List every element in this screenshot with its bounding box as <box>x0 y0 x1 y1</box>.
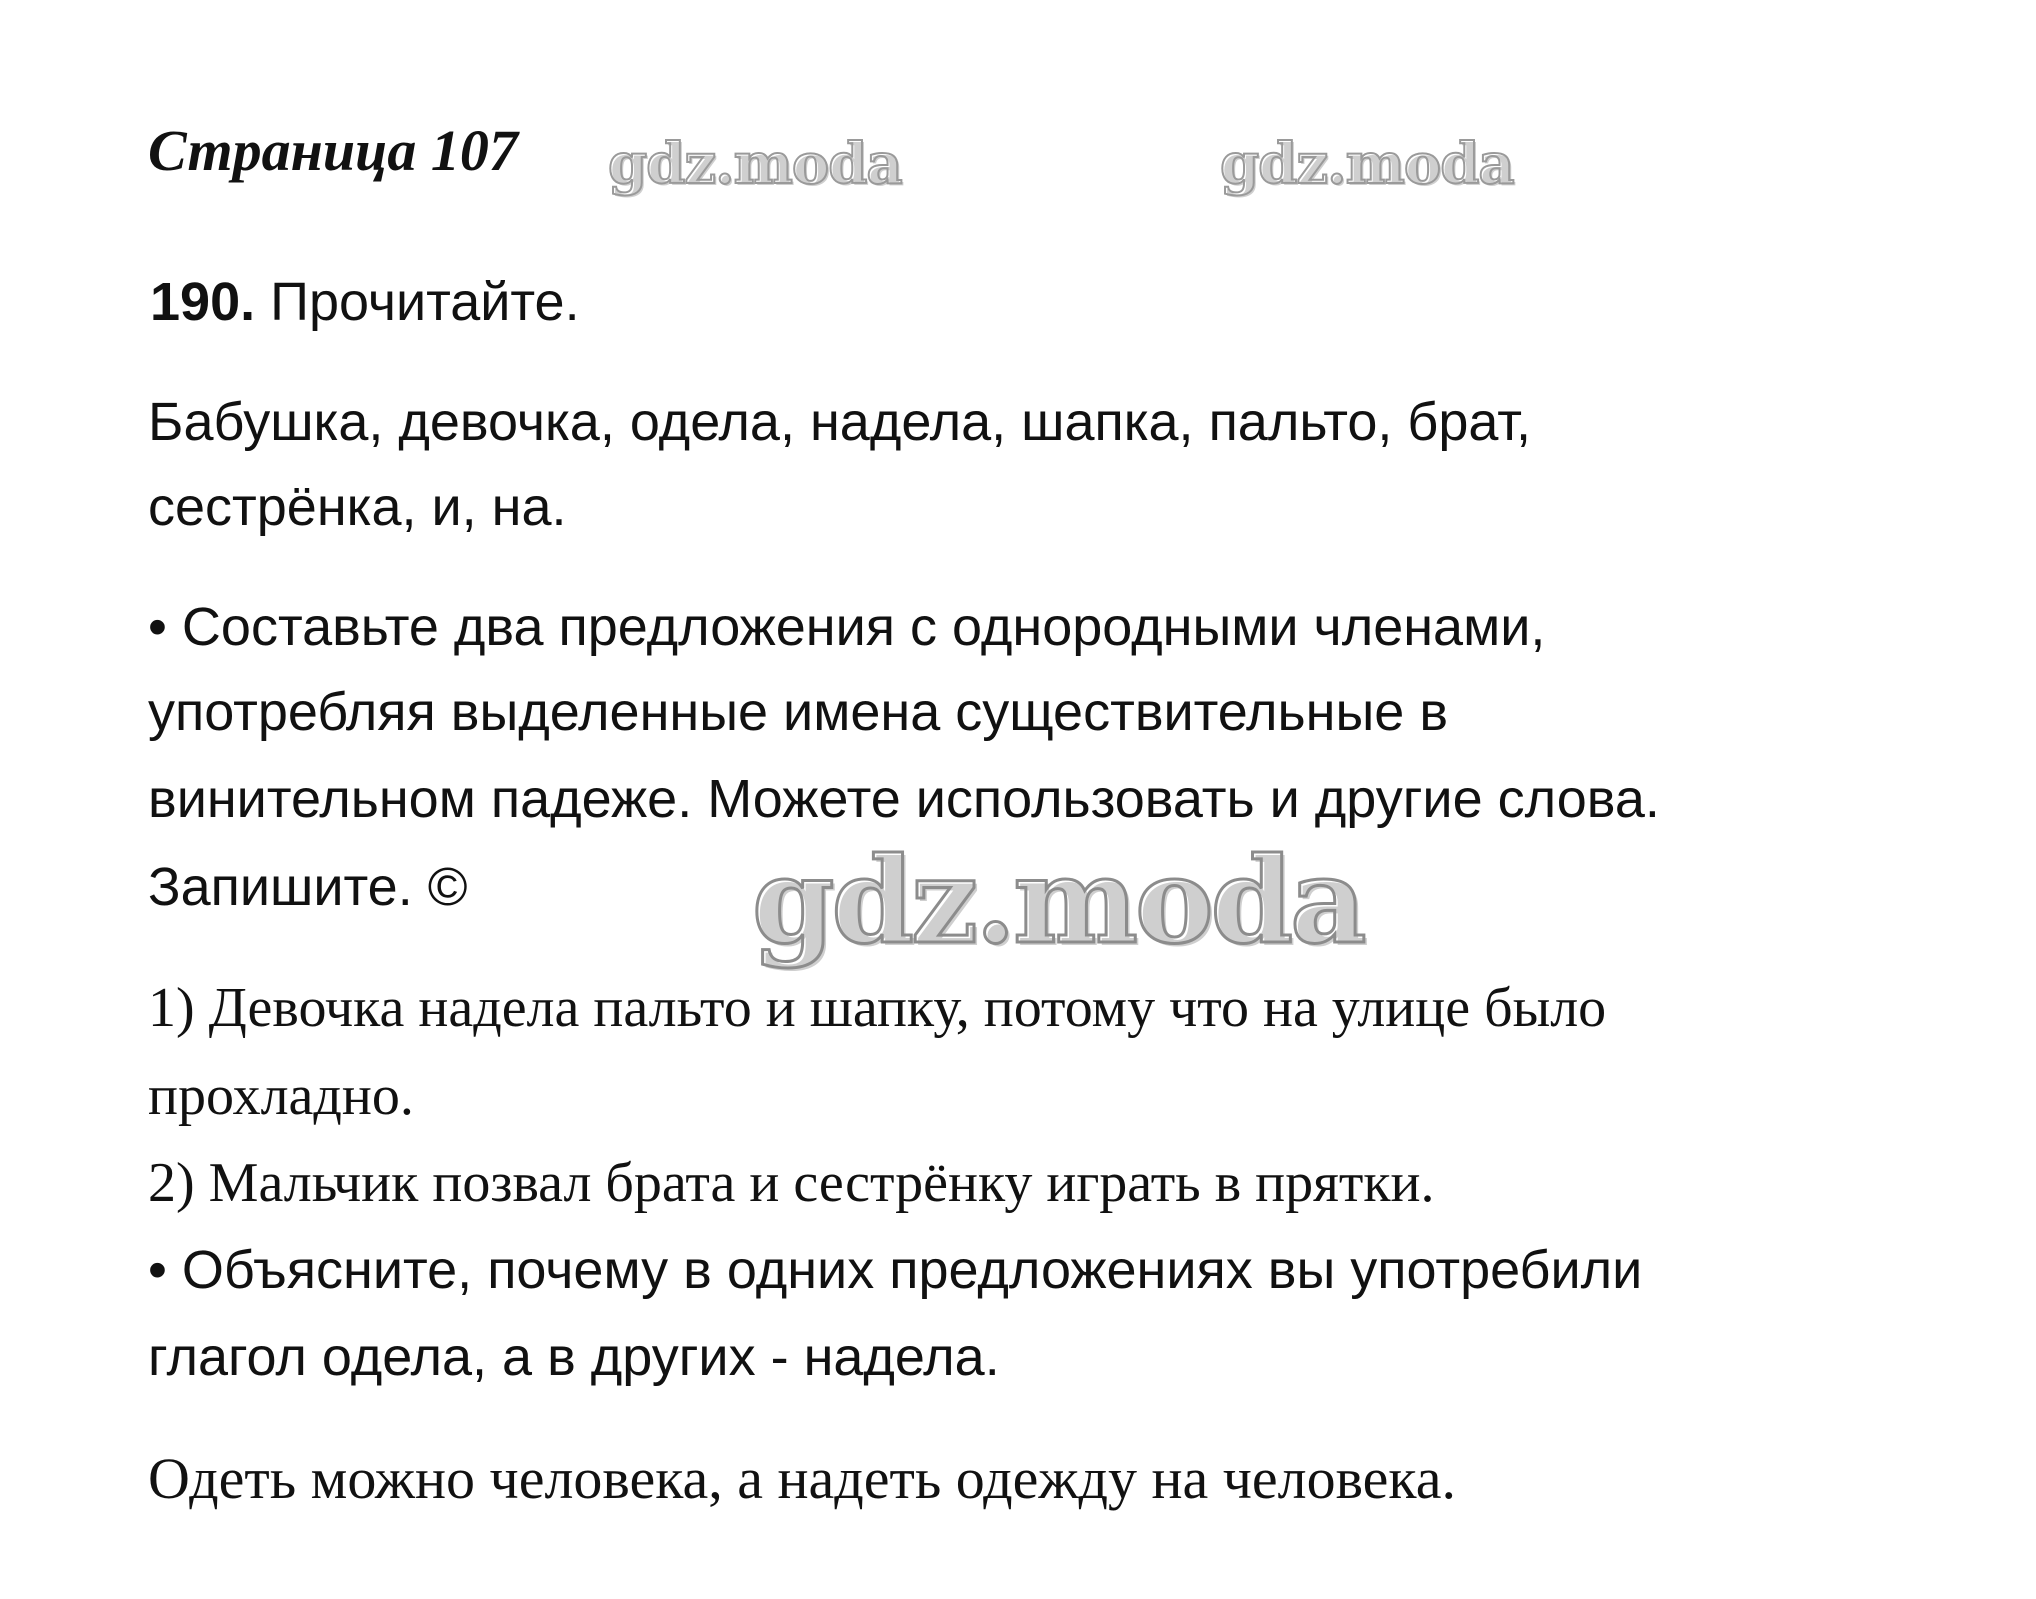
task-line: винительном падеже. Можете использовать и другие слова. <box>148 769 1660 829</box>
answer-line: Одеть можно человека, а надеть одежду на человека. <box>148 1446 1456 1511</box>
watermark: gdz.moda <box>1220 131 1514 197</box>
watermark: gdz.moda <box>752 831 1364 970</box>
task-line: глагол одела, а в других - надела. <box>148 1327 1000 1387</box>
task-line: • Объясните, почему в одних предложениях вы употребили <box>148 1240 1643 1300</box>
page-title: Страница 107 <box>148 118 518 183</box>
watermark: gdz.moda <box>608 131 902 197</box>
exercise-number: 190. <box>150 272 256 332</box>
task-line: Запишите. © <box>148 857 468 917</box>
task-line: • Составьте два предложения с однородными членами, <box>148 597 1546 657</box>
exercise-instruction: Прочитайте. <box>270 272 580 332</box>
answer-line: 1) Девочка надела пальто и шапку, потому что на улице было <box>148 977 1607 1039</box>
answer-line: 2) Мальчик позвал брата и сестрёнку играть в прятки. <box>148 1152 1435 1214</box>
task-line: употребляя выделенные имена существительные в <box>148 682 1449 742</box>
answer-line: прохладно. <box>148 1065 414 1127</box>
words-line: Бабушка, девочка, одела, надела, шапка, пальто, брат, <box>148 392 1531 452</box>
words-line: сестрёнка, и, на. <box>148 477 567 537</box>
exercise-heading <box>150 272 580 332</box>
